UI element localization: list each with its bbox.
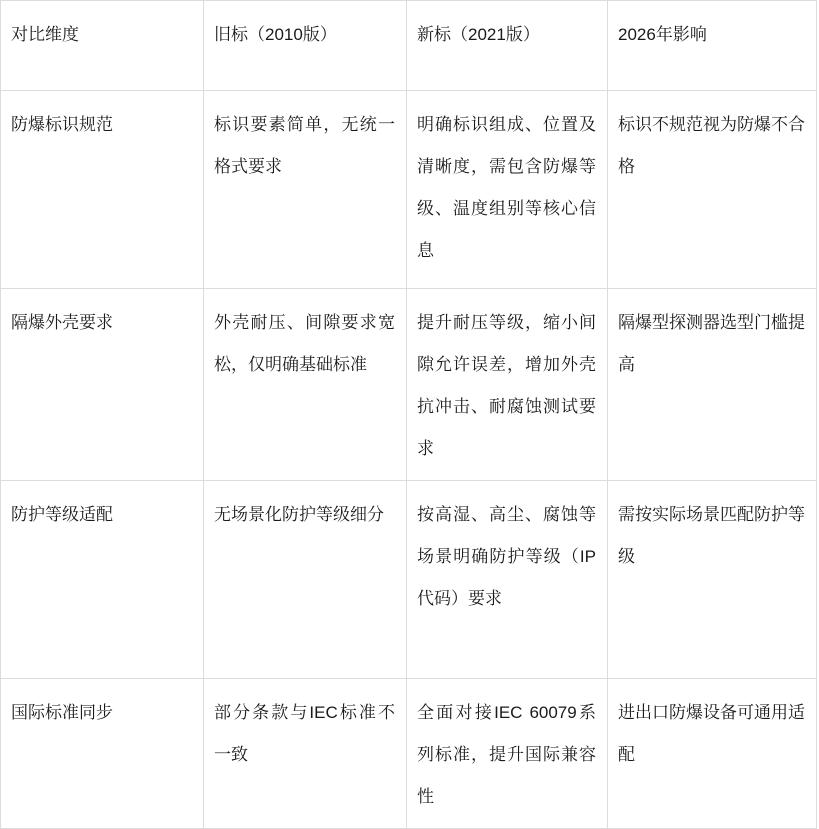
cell-old-standard: 无场景化防护等级细分 [204,481,407,679]
header-cell-impact: 2026年影响 [608,1,817,91]
cell-impact: 进出口防爆设备可通用适配 [608,679,817,829]
table-row [1,289,817,481]
cell-new-standard: 提升耐压等级，缩小间隙允许误差，增加外壳抗冲击、耐腐蚀测试要求 [407,289,608,481]
cell-new-standard: 全面对接IEC 60079系列标准，提升国际兼容性 [407,679,608,829]
cell-dimension: 隔爆外壳要求 [1,289,204,481]
header-cell-old-standard: 旧标（2010版） [204,1,407,91]
cell-impact: 标识不规范视为防爆不合格 [608,91,817,289]
cell-new-standard: 按高湿、高尘、腐蚀等场景明确防护等级（IP代码）要求 [407,481,608,679]
cell-old-standard: 标识要素简单，无统一格式要求 [204,91,407,289]
table-row [1,91,817,289]
cell-impact: 需按实际场景匹配防护等级 [608,481,817,679]
header-cell-new-standard: 新标（2021版） [407,1,608,91]
header-cell-dimension: 对比维度 [1,1,204,91]
cell-new-standard: 明确标识组成、位置及清晰度，需包含防爆等级、温度组别等核心信息 [407,91,608,289]
table-row [1,679,817,829]
cell-old-standard: 外壳耐压、间隙要求宽松，仅明确基础标准 [204,289,407,481]
header-row [1,1,817,91]
cell-dimension: 国际标准同步 [1,679,204,829]
cell-dimension: 防爆标识规范 [1,91,204,289]
cell-dimension: 防护等级适配 [1,481,204,679]
cell-impact: 隔爆型探测器选型门槛提高 [608,289,817,481]
cell-old-standard: 部分条款与IEC标准不一致 [204,679,407,829]
table-row [1,481,817,679]
